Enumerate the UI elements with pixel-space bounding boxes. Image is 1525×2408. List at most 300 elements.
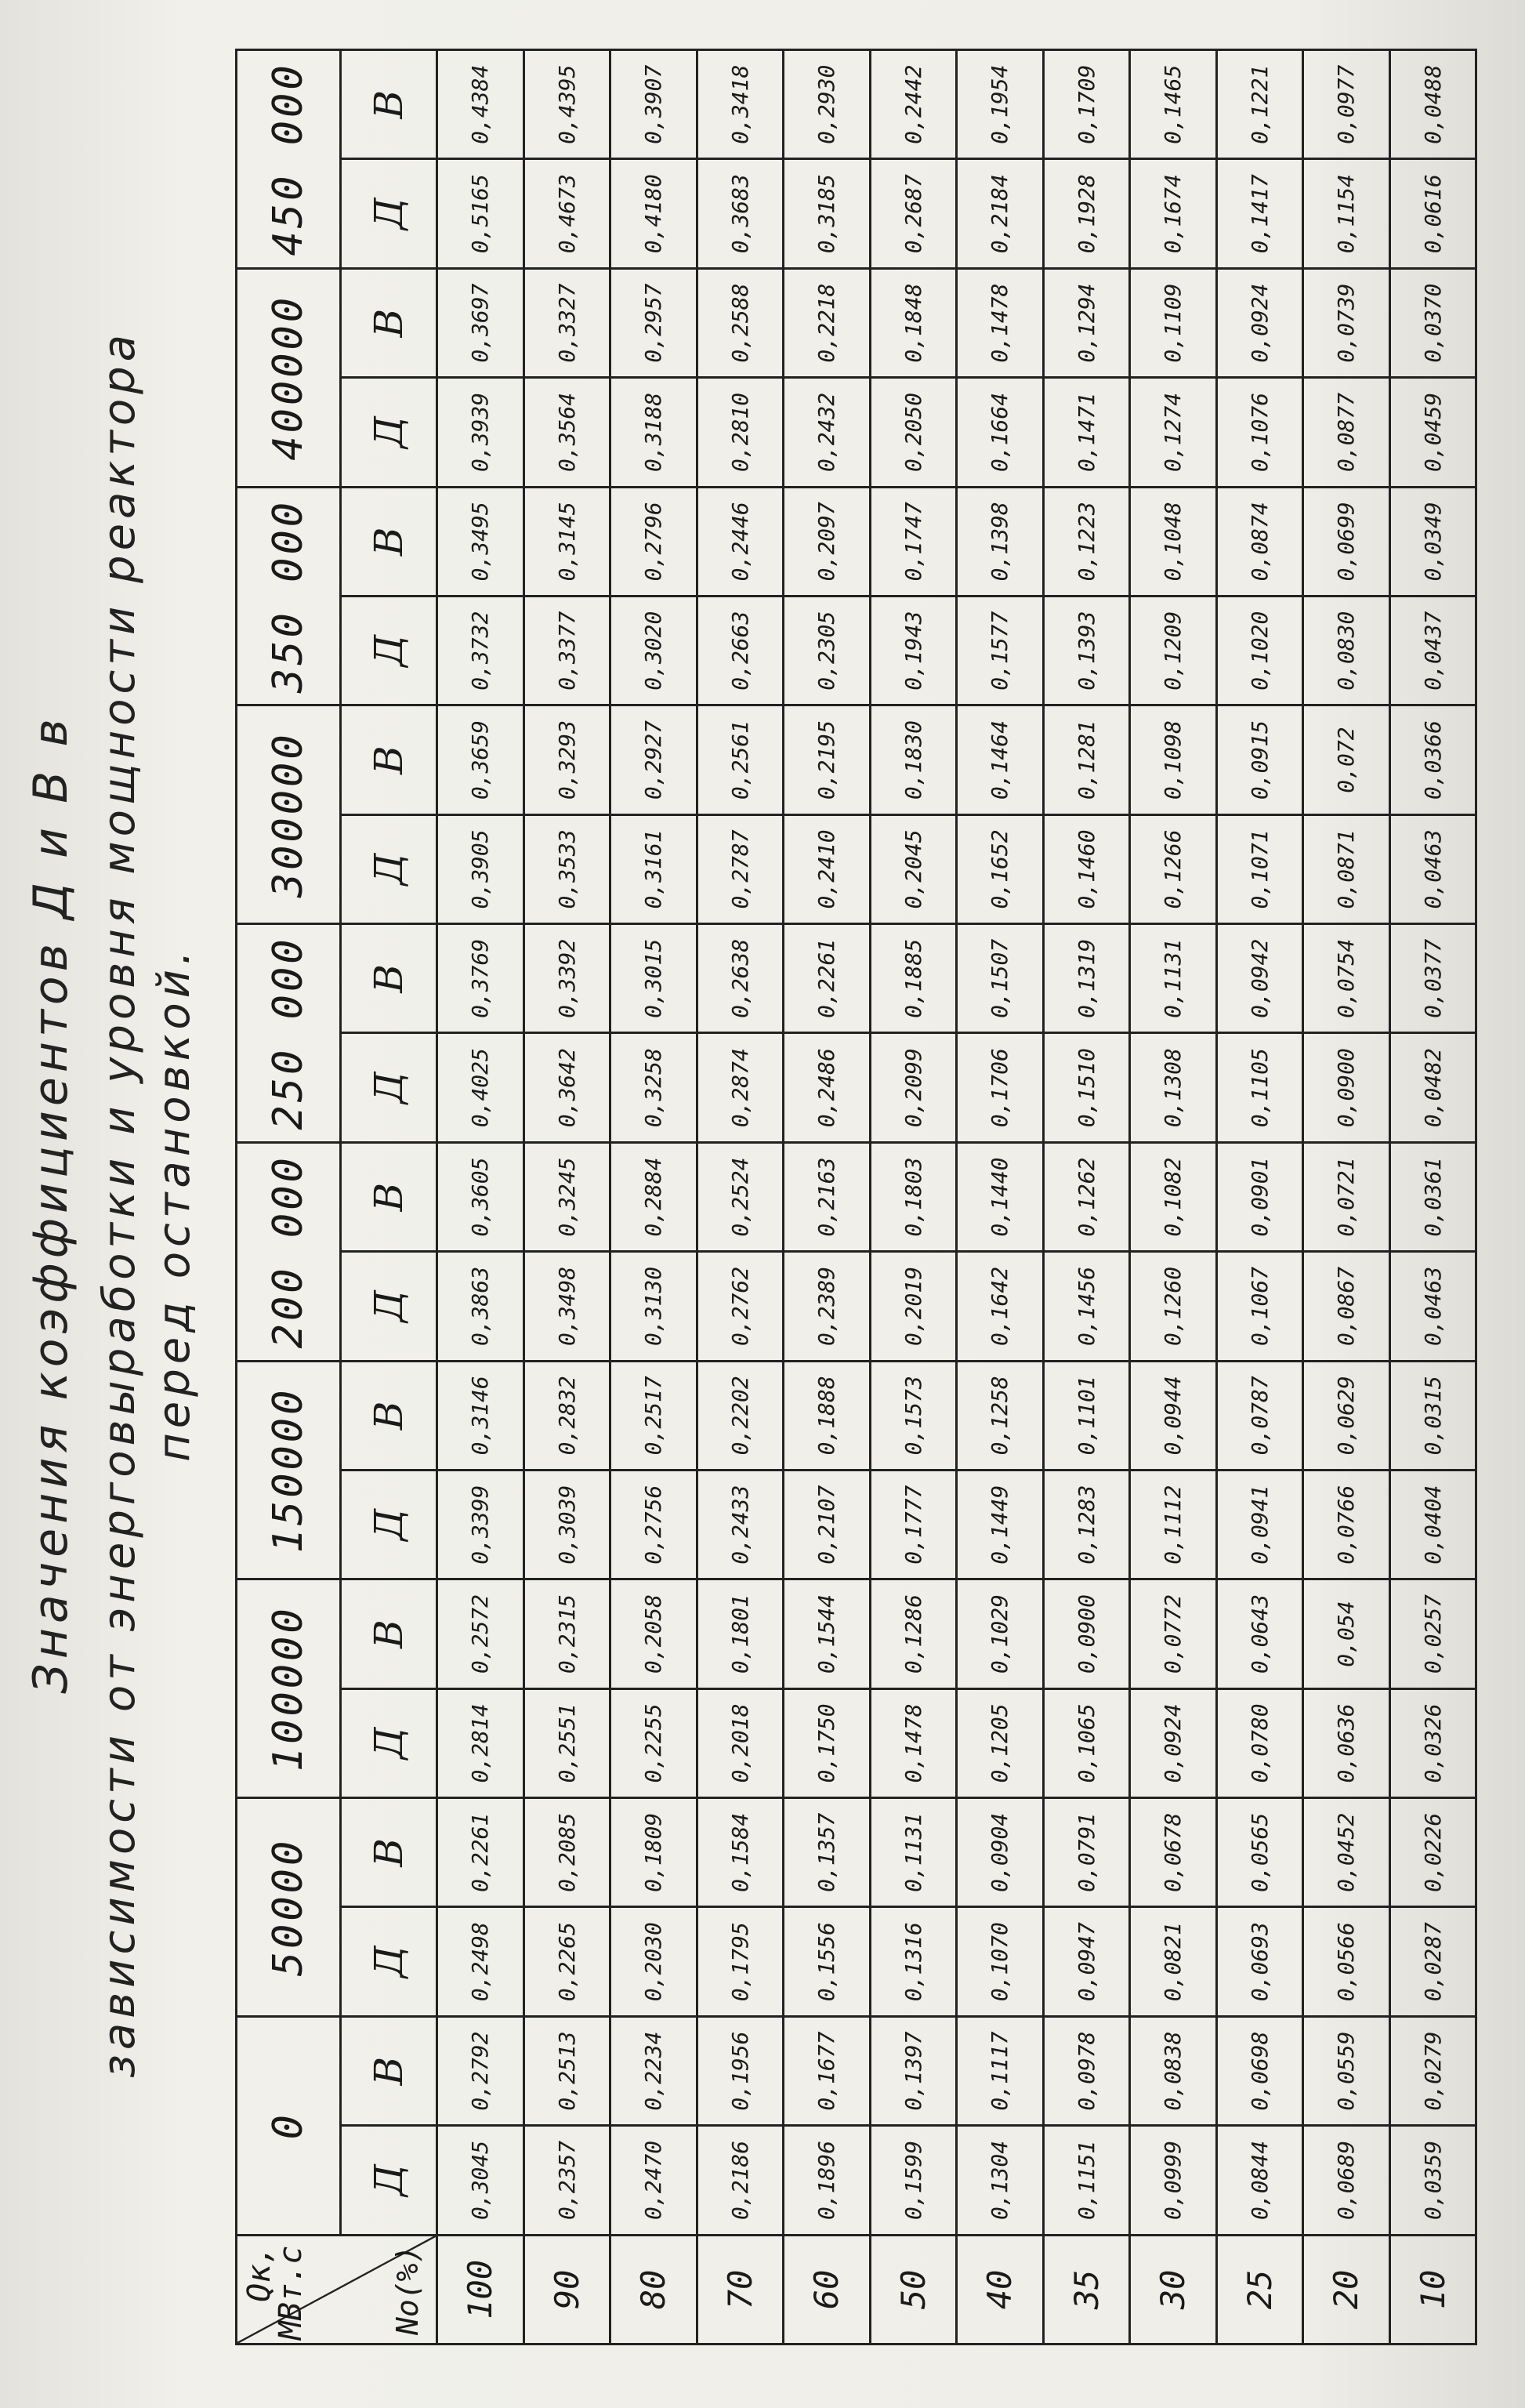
cell-d-value: 0,0287 <box>1389 1907 1476 2016</box>
cell-d-value: 0,4025 <box>437 1033 524 1142</box>
cell-b-value: 0,1082 <box>1130 1142 1217 1251</box>
cell-d-value: 0,3863 <box>437 1252 524 1361</box>
cell-d-value: 0,1417 <box>1216 159 1303 268</box>
table-row <box>523 50 610 2345</box>
cell-b-value: 0,0361 <box>1389 1142 1476 1251</box>
cell-b-value: 0,3605 <box>437 1142 524 1251</box>
cell-b-value: 0,0565 <box>1216 1798 1303 1907</box>
cell-d-value: 0,3642 <box>523 1033 610 1142</box>
cell-b-value: 0,0739 <box>1303 268 1390 377</box>
cell-b-value: 0,1286 <box>870 1579 957 1688</box>
cell-d-value: 0,0404 <box>1389 1471 1476 1579</box>
cell-d-value: 0,1076 <box>1216 378 1303 487</box>
cell-b-value: 0,3327 <box>523 268 610 377</box>
cell-b-value: 0,4384 <box>437 50 524 160</box>
table-row <box>784 50 871 2345</box>
cell-d-value: 0,1556 <box>784 1907 871 2016</box>
cell-d-value: 0,1274 <box>1130 378 1217 487</box>
cell-b-value: 0,3495 <box>437 487 524 596</box>
cell-d-value: 0,3130 <box>610 1252 697 1361</box>
cell-b-value: 0,2442 <box>870 50 957 160</box>
cell-d-value: 0,2486 <box>784 1033 871 1142</box>
cell-b-value: 0,1223 <box>1043 487 1130 596</box>
cell-d-value: 0,0326 <box>1389 1688 1476 1797</box>
subheader-b: В <box>341 1142 437 1251</box>
corner-cell <box>237 2235 437 2344</box>
cell-b-value: 0,3146 <box>437 1361 524 1470</box>
cell-d-value: 0,1449 <box>957 1471 1044 1579</box>
cell-d-value: 0,2410 <box>784 814 871 923</box>
cell-b-value: 0,0315 <box>1389 1361 1476 1470</box>
cell-d-value: 0,0999 <box>1130 2126 1217 2235</box>
cell-b-value: 0,0915 <box>1216 705 1303 814</box>
cell-d-value: 0,1750 <box>784 1688 871 1797</box>
row-label-power: 100 <box>437 2235 524 2344</box>
cell-b-value: 0,1544 <box>784 1579 871 1688</box>
cell-d-value: 0,2663 <box>697 597 784 705</box>
cell-b-value: 0,1677 <box>784 2016 871 2125</box>
corner-energy-label <box>241 2245 309 2341</box>
cell-d-value: 0,2551 <box>523 1688 610 1797</box>
column-header-energy: 400000 <box>237 268 341 487</box>
row-label-power: 90 <box>523 2235 610 2344</box>
cell-b-value: 0,1398 <box>957 487 1044 596</box>
subheader-b: В <box>341 1579 437 1688</box>
cell-d-value: 0,2810 <box>697 378 784 487</box>
table-body <box>437 50 1476 2345</box>
subheader-d: Д <box>341 1907 437 2016</box>
column-header-energy: 350 000 <box>237 487 341 705</box>
cell-b-value: 0,1954 <box>957 50 1044 160</box>
cell-d-value: 0,1316 <box>870 1907 957 2016</box>
subheader-b: В <box>341 50 437 160</box>
cell-b-value: 0,0924 <box>1216 268 1303 377</box>
subheader-b: В <box>341 2016 437 2125</box>
cell-b-value: 0,4395 <box>523 50 610 160</box>
cell-d-value: 0,1209 <box>1130 597 1217 705</box>
cell-b-value: 0,3659 <box>437 705 524 814</box>
table-row <box>697 50 784 2345</box>
cell-b-value: 0,2315 <box>523 1579 610 1688</box>
cell-d-value: 0,1706 <box>957 1033 1044 1142</box>
cell-b-value: 0,1830 <box>870 705 957 814</box>
cell-b-value: 0,2884 <box>610 1142 697 1251</box>
cell-b-value: 0,2832 <box>523 1361 610 1470</box>
cell-b-value: 0,2202 <box>697 1361 784 1470</box>
cell-d-value: 0,3045 <box>437 2126 524 2235</box>
cell-d-value: 0,1112 <box>1130 1471 1217 1579</box>
cell-b-value: 0,1573 <box>870 1361 957 1470</box>
cell-d-value: 0,0566 <box>1303 1907 1390 2016</box>
cell-d-value: 0,0867 <box>1303 1252 1390 1361</box>
cell-b-value: 0,054 <box>1303 1579 1390 1688</box>
row-label-power: 70 <box>697 2235 784 2344</box>
cell-d-value: 0,5165 <box>437 159 524 268</box>
table-row <box>870 50 957 2345</box>
cell-b-value: 0,0791 <box>1043 1798 1130 1907</box>
cell-d-value: 0,1065 <box>1043 1688 1130 1797</box>
column-header-energy: 100000 <box>237 1579 341 1798</box>
cell-d-value: 0,3020 <box>610 597 697 705</box>
column-header-energy: 50000 <box>237 1798 341 2017</box>
cell-b-value: 0,1747 <box>870 487 957 596</box>
cell-b-value: 0,1357 <box>784 1798 871 1907</box>
subheader-d: Д <box>341 159 437 268</box>
corner-power-label: No(%) <box>390 2245 425 2335</box>
cell-b-value: 0,1478 <box>957 268 1044 377</box>
cell-d-value: 0,1460 <box>1043 814 1130 923</box>
cell-d-value: 0,0830 <box>1303 597 1390 705</box>
cell-b-value: 0,0787 <box>1216 1361 1303 1470</box>
coefficients-table <box>235 49 1477 2345</box>
cell-d-value: 0,4673 <box>523 159 610 268</box>
cell-b-value: 0,0698 <box>1216 2016 1303 2125</box>
cell-b-value: 0,0838 <box>1130 2016 1217 2125</box>
cell-b-value: 0,0772 <box>1130 1579 1217 1688</box>
cell-b-value: 0,3697 <box>437 268 524 377</box>
cell-b-value: 0,0349 <box>1389 487 1476 596</box>
cell-b-value: 0,0559 <box>1303 2016 1390 2125</box>
cell-d-value: 0,3939 <box>437 378 524 487</box>
table-row <box>1216 50 1303 2345</box>
subheader-d: Д <box>341 1688 437 1797</box>
cell-b-value: 0,0977 <box>1303 50 1390 160</box>
cell-d-value: 0,2357 <box>523 2126 610 2235</box>
cell-d-value: 0,1652 <box>957 814 1044 923</box>
cell-b-value: 0,072 <box>1303 705 1390 814</box>
cell-b-value: 0,0699 <box>1303 487 1390 596</box>
cell-d-value: 0,0947 <box>1043 1907 1130 2016</box>
cell-d-value: 0,0693 <box>1216 1907 1303 2016</box>
cell-d-value: 0,1304 <box>957 2126 1044 2235</box>
cell-b-value: 0,2957 <box>610 268 697 377</box>
column-header-energy: 0 <box>237 2016 341 2235</box>
cell-b-value: 0,2792 <box>437 2016 524 2125</box>
cell-d-value: 0,1599 <box>870 2126 957 2235</box>
cell-d-value: 0,1266 <box>1130 814 1217 923</box>
cell-b-value: 0,1440 <box>957 1142 1044 1251</box>
cell-b-value: 0,1319 <box>1043 924 1130 1033</box>
corner-energy-symbol: Qк, <box>241 2245 277 2302</box>
cell-b-value: 0,3392 <box>523 924 610 1033</box>
cell-b-value: 0,2561 <box>697 705 784 814</box>
row-label-power: 60 <box>784 2235 871 2344</box>
cell-d-value: 0,1896 <box>784 2126 871 2235</box>
cell-d-value: 0,2018 <box>697 1688 784 1797</box>
cell-d-value: 0,3039 <box>523 1471 610 1579</box>
cell-d-value: 0,0871 <box>1303 814 1390 923</box>
cell-b-value: 0,2513 <box>523 2016 610 2125</box>
cell-b-value: 0,1809 <box>610 1798 697 1907</box>
cell-b-value: 0,2588 <box>697 268 784 377</box>
cell-b-value: 0,0452 <box>1303 1798 1390 1907</box>
cell-d-value: 0,1795 <box>697 1907 784 2016</box>
cell-b-value: 0,1029 <box>957 1579 1044 1688</box>
cell-b-value: 0,0377 <box>1389 924 1476 1033</box>
cell-d-value: 0,0459 <box>1389 378 1476 487</box>
cell-b-value: 0,1262 <box>1043 1142 1130 1251</box>
cell-b-value: 0,3145 <box>523 487 610 596</box>
column-header-energy: 450 000 <box>237 50 341 269</box>
cell-d-value: 0,1205 <box>957 1688 1044 1797</box>
cell-b-value: 0,1117 <box>957 2016 1044 2125</box>
column-header-energy: 200 000 <box>237 1142 341 1361</box>
cell-d-value: 0,2874 <box>697 1033 784 1142</box>
cell-d-value: 0,2050 <box>870 378 957 487</box>
cell-b-value: 0,0944 <box>1130 1361 1217 1470</box>
cell-b-value: 0,1885 <box>870 924 957 1033</box>
cell-d-value: 0,1577 <box>957 597 1044 705</box>
cell-d-value: 0,3258 <box>610 1033 697 1142</box>
cell-d-value: 0,1943 <box>870 597 957 705</box>
cell-b-value: 0,0942 <box>1216 924 1303 1033</box>
cell-b-value: 0,2261 <box>437 1798 524 1907</box>
cell-d-value: 0,2756 <box>610 1471 697 1579</box>
cell-b-value: 0,1258 <box>957 1361 1044 1470</box>
cell-d-value: 0,2305 <box>784 597 871 705</box>
cell-b-value: 0,2058 <box>610 1579 697 1688</box>
cell-b-value: 0,2163 <box>784 1142 871 1251</box>
cell-b-value: 0,2234 <box>610 2016 697 2125</box>
title-line-2: зависимости от энерговыработки и уровня мощности реактора <box>94 330 145 2078</box>
subheader-b: В <box>341 487 437 596</box>
row-label-power: 20 <box>1303 2235 1390 2344</box>
cell-b-value: 0,0643 <box>1216 1579 1303 1688</box>
cell-b-value: 0,2930 <box>784 50 871 160</box>
subheader-d: Д <box>341 1033 437 1142</box>
cell-d-value: 0,1151 <box>1043 2126 1130 2235</box>
cell-b-value: 0,1507 <box>957 924 1044 1033</box>
cell-b-value: 0,0678 <box>1130 1798 1217 1907</box>
cell-d-value: 0,3161 <box>610 814 697 923</box>
column-header-energy: 250 000 <box>237 924 341 1143</box>
cell-d-value: 0,2186 <box>697 2126 784 2235</box>
cell-d-value: 0,3683 <box>697 159 784 268</box>
cell-b-value: 0,1131 <box>870 1798 957 1907</box>
table-row <box>610 50 697 2345</box>
column-header-energy: 300000 <box>237 705 341 924</box>
cell-b-value: 0,2097 <box>784 487 871 596</box>
cell-b-value: 0,1888 <box>784 1361 871 1470</box>
cell-b-value: 0,0257 <box>1389 1579 1476 1688</box>
header-row-energy <box>237 50 341 2345</box>
cell-d-value: 0,1777 <box>870 1471 957 1579</box>
cell-b-value: 0,3245 <box>523 1142 610 1251</box>
subheader-b: В <box>341 1798 437 1907</box>
subheader-d: Д <box>341 378 437 487</box>
cell-d-value: 0,1642 <box>957 1252 1044 1361</box>
subheader-b: В <box>341 268 437 377</box>
cell-d-value: 0,1471 <box>1043 378 1130 487</box>
cell-d-value: 0,2389 <box>784 1252 871 1361</box>
cell-b-value: 0,0978 <box>1043 2016 1130 2125</box>
cell-d-value: 0,2498 <box>437 1907 524 2016</box>
cell-b-value: 0,1131 <box>1130 924 1217 1033</box>
corner-energy-unit: МВт.с <box>273 2245 309 2341</box>
title-line-1: Значения коэффициентов Д и В в <box>24 714 78 1694</box>
cell-b-value: 0,2796 <box>610 487 697 596</box>
row-label-power: 10 <box>1389 2235 1476 2344</box>
cell-b-value: 0,0901 <box>1216 1142 1303 1251</box>
cell-b-value: 0,1098 <box>1130 705 1217 814</box>
cell-d-value: 0,1664 <box>957 378 1044 487</box>
cell-b-value: 0,0904 <box>957 1798 1044 1907</box>
cell-d-value: 0,3185 <box>784 159 871 268</box>
cell-b-value: 0,0488 <box>1389 50 1476 160</box>
row-label-power: 40 <box>957 2235 1044 2344</box>
table-row <box>1389 50 1476 2345</box>
cell-b-value: 0,0900 <box>1043 1579 1130 1688</box>
cell-d-value: 0,1067 <box>1216 1252 1303 1361</box>
cell-b-value: 0,0279 <box>1389 2016 1476 2125</box>
cell-d-value: 0,0636 <box>1303 1688 1390 1797</box>
cell-d-value: 0,2814 <box>437 1688 524 1797</box>
cell-b-value: 0,1281 <box>1043 705 1130 814</box>
cell-b-value: 0,3015 <box>610 924 697 1033</box>
header-row-coefficients <box>341 50 437 2345</box>
row-label-power: 35 <box>1043 2235 1130 2344</box>
cell-d-value: 0,0844 <box>1216 2126 1303 2235</box>
row-label-power: 25 <box>1216 2235 1303 2344</box>
cell-b-value: 0,2638 <box>697 924 784 1033</box>
cell-b-value: 0,1801 <box>697 1579 784 1688</box>
cell-d-value: 0,3498 <box>523 1252 610 1361</box>
cell-b-value: 0,2517 <box>610 1361 697 1470</box>
subheader-b: В <box>341 924 437 1033</box>
table-row <box>1043 50 1130 2345</box>
subheader-d: Д <box>341 814 437 923</box>
cell-d-value: 0,3732 <box>437 597 524 705</box>
cell-b-value: 0,2927 <box>610 705 697 814</box>
cell-d-value: 0,1020 <box>1216 597 1303 705</box>
cell-b-value: 0,0226 <box>1389 1798 1476 1907</box>
cell-b-value: 0,2524 <box>697 1142 784 1251</box>
cell-b-value: 0,1464 <box>957 705 1044 814</box>
cell-d-value: 0,2184 <box>957 159 1044 268</box>
cell-d-value: 0,0821 <box>1130 1907 1217 2016</box>
subheader-b: В <box>341 705 437 814</box>
cell-b-value: 0,1709 <box>1043 50 1130 160</box>
cell-d-value: 0,0900 <box>1303 1033 1390 1142</box>
cell-d-value: 0,0359 <box>1389 2126 1476 2235</box>
cell-b-value: 0,2085 <box>523 1798 610 1907</box>
cell-b-value: 0,0366 <box>1389 705 1476 814</box>
cell-d-value: 0,3377 <box>523 597 610 705</box>
row-label-power: 30 <box>1130 2235 1217 2344</box>
cell-d-value: 0,1928 <box>1043 159 1130 268</box>
cell-b-value: 0,0370 <box>1389 268 1476 377</box>
cell-d-value: 0,2762 <box>697 1252 784 1361</box>
cell-d-value: 0,0463 <box>1389 814 1476 923</box>
cell-d-value: 0,1105 <box>1216 1033 1303 1142</box>
cell-d-value: 0,3188 <box>610 378 697 487</box>
cell-d-value: 0,1456 <box>1043 1252 1130 1361</box>
row-label-power: 80 <box>610 2235 697 2344</box>
cell-b-value: 0,3907 <box>610 50 697 160</box>
subheader-d: Д <box>341 1471 437 1579</box>
title-line-3: перед остановкой. <box>149 946 200 1462</box>
cell-b-value: 0,3418 <box>697 50 784 160</box>
cell-d-value: 0,0482 <box>1389 1033 1476 1142</box>
cell-d-value: 0,1308 <box>1130 1033 1217 1142</box>
cell-b-value: 0,1465 <box>1130 50 1217 160</box>
row-label-power: 50 <box>870 2235 957 2344</box>
cell-d-value: 0,0616 <box>1389 159 1476 268</box>
cell-d-value: 0,3564 <box>523 378 610 487</box>
cell-b-value: 0,1109 <box>1130 268 1217 377</box>
cell-d-value: 0,2265 <box>523 1907 610 2016</box>
cell-d-value: 0,1260 <box>1130 1252 1217 1361</box>
subheader-b: В <box>341 1361 437 1470</box>
cell-d-value: 0,1071 <box>1216 814 1303 923</box>
cell-d-value: 0,1283 <box>1043 1471 1130 1579</box>
cell-d-value: 0,0941 <box>1216 1471 1303 1579</box>
subheader-d: Д <box>341 2126 437 2235</box>
cell-b-value: 0,3293 <box>523 705 610 814</box>
cell-d-value: 0,2045 <box>870 814 957 923</box>
cell-b-value: 0,0874 <box>1216 487 1303 596</box>
cell-d-value: 0,2099 <box>870 1033 957 1142</box>
subheader-d: Д <box>341 597 437 705</box>
cell-d-value: 0,4180 <box>610 159 697 268</box>
table-row <box>437 50 524 2345</box>
cell-d-value: 0,2433 <box>697 1471 784 1579</box>
cell-d-value: 0,1070 <box>957 1907 1044 2016</box>
cell-d-value: 0,2470 <box>610 2126 697 2235</box>
cell-d-value: 0,3399 <box>437 1471 524 1579</box>
cell-b-value: 0,1803 <box>870 1142 957 1251</box>
cell-d-value: 0,0437 <box>1389 597 1476 705</box>
cell-d-value: 0,1510 <box>1043 1033 1130 1142</box>
cell-b-value: 0,2218 <box>784 268 871 377</box>
cell-d-value: 0,0924 <box>1130 1688 1217 1797</box>
cell-d-value: 0,0877 <box>1303 378 1390 487</box>
cell-d-value: 0,0766 <box>1303 1471 1390 1579</box>
cell-b-value: 0,1101 <box>1043 1361 1130 1470</box>
cell-b-value: 0,0721 <box>1303 1142 1390 1251</box>
cell-d-value: 0,1393 <box>1043 597 1130 705</box>
cell-d-value: 0,3905 <box>437 814 524 923</box>
cell-b-value: 0,1848 <box>870 268 957 377</box>
cell-d-value: 0,2255 <box>610 1688 697 1797</box>
cell-d-value: 0,1478 <box>870 1688 957 1797</box>
cell-d-value: 0,1674 <box>1130 159 1217 268</box>
cell-b-value: 0,1584 <box>697 1798 784 1907</box>
table-row <box>1303 50 1390 2345</box>
cell-b-value: 0,0754 <box>1303 924 1390 1033</box>
cell-b-value: 0,2195 <box>784 705 871 814</box>
table-row <box>957 50 1044 2345</box>
column-header-energy: 150000 <box>237 1361 341 1579</box>
cell-d-value: 0,2019 <box>870 1252 957 1361</box>
cell-d-value: 0,2687 <box>870 159 957 268</box>
cell-d-value: 0,2030 <box>610 1907 697 2016</box>
cell-b-value: 0,2261 <box>784 924 871 1033</box>
cell-b-value: 0,2446 <box>697 487 784 596</box>
cell-d-value: 0,0463 <box>1389 1252 1476 1361</box>
cell-d-value: 0,2432 <box>784 378 871 487</box>
cell-b-value: 0,3769 <box>437 924 524 1033</box>
cell-b-value: 0,1221 <box>1216 50 1303 160</box>
subheader-d: Д <box>341 1252 437 1361</box>
cell-d-value: 0,1154 <box>1303 159 1390 268</box>
cell-b-value: 0,0629 <box>1303 1361 1390 1470</box>
cell-d-value: 0,2107 <box>784 1471 871 1579</box>
table-row <box>1130 50 1217 2345</box>
cell-d-value: 0,2787 <box>697 814 784 923</box>
cell-d-value: 0,0780 <box>1216 1688 1303 1797</box>
cell-b-value: 0,1294 <box>1043 268 1130 377</box>
